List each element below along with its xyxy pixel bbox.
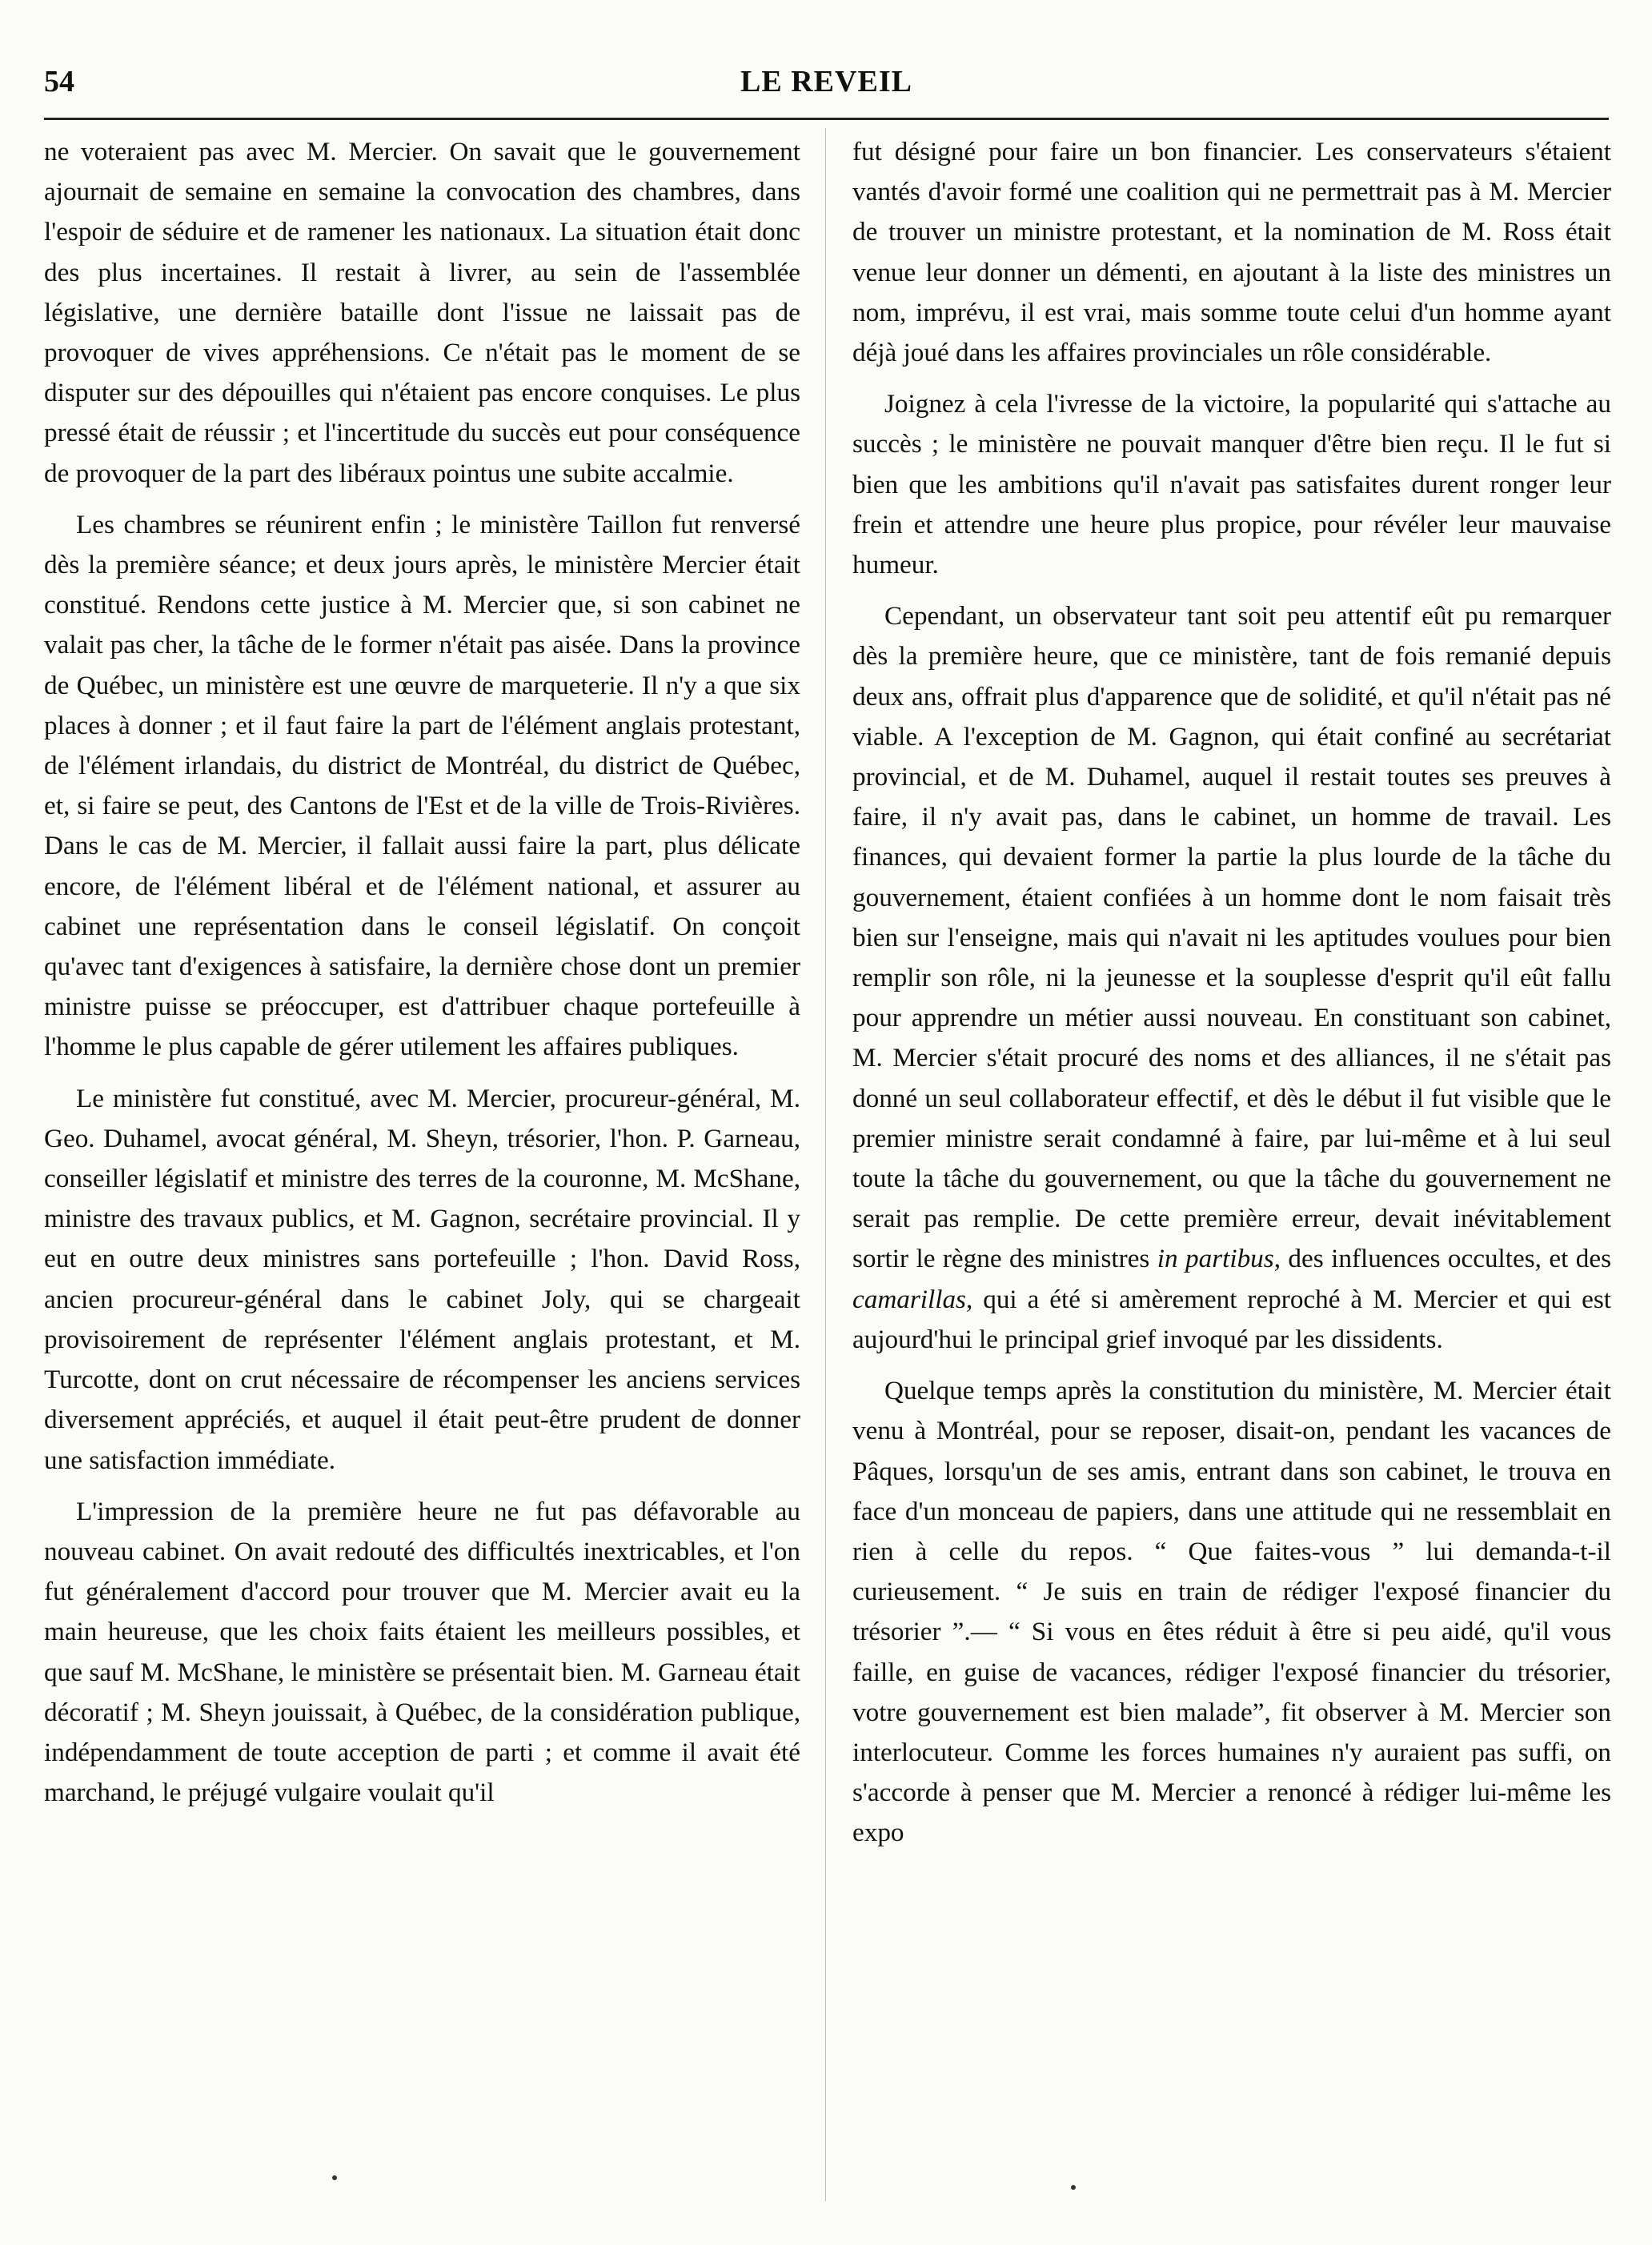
print-speck: [1071, 2185, 1076, 2190]
print-speck: [332, 2175, 337, 2180]
page-header: [44, 64, 1609, 112]
paragraph: ne voteraient pas avec M. Mercier. On savait que le gouvernement ajournait de semaine en semaine la convocation des chambres, dans l'espoir de séduire et de ramener les nationaux. La situation était donc des plus incertaines. Il restait à livrer, au sein de l'assemblée législative, une dernière bataille dont l'issue ne laissait pas de provoquer de vives appréhensions. Ce n'était pas le moment de se disputer sur des dépouilles qui n'étaient pas encore conquises. Le plus pressé était de réussir ; et l'incertitude du succès eut pour conséquence de provoquer de la part des libéraux pointus une subite accalmie.: [44, 137, 800, 488]
italic-text: camarillas: [852, 1284, 966, 1314]
paragraph: fut désigné pour faire un bon financier. Les conservateurs s'étaient vantés d'avoir formé une coalition qui ne permettrait pas à M. Mercier de trouver un ministre protestant, et la nomination de M. Ross était venue leur donner un démenti, en ajoutant à la liste des ministres un nom, imprévu, il est vrai, mais somme toute celui d'un homme ayant déjà joué dans les affaires provinciales un rôle considérable.: [852, 137, 1611, 368]
column-divider: [825, 128, 826, 2201]
paragraph: Les chambres se réunirent enfin ; le ministère Taillon fut renversé dès la première séance; et deux jours après, le ministère Mercier était constitué. Rendons cette justice à M. Mercier que, si son cabinet ne valait pas cher, la tâche de le former n'était pas aisée. Dans la province de Québec, un ministère est une œuvre de marqueterie. Il n'y a que six places à donner ; et il faut faire la part de l'élément anglais protestant, de l'élément irlandais, du district de Montréal, du district de Québec, et, si faire se peut, des Cantons de l'Est et de la ville de Trois-Rivières. Dans le cas de M. Mercier, il fallait aussi faire la part, plus délicate encore, de l'élément libéral et de l'élément national, et assurer au cabinet une représentation dans le conseil législatif. On conçoit qu'avec tant d'exigences à satisfaire, la dernière chose dont un premier ministre puisse se préoccuper, est d'attribuer chaque portefeuille à l'homme le plus capable de gérer utilement les affaires publiques.: [44, 509, 800, 1062]
paragraph: [852, 596, 1611, 1360]
text-run: Cependant, un observateur tant soit peu attentif eût pu remarquer dès la première heure, que ce ministère, tant de fois remanié depuis deux ans, offrait plus d'apparence que de solidité, et qu'il n'était pas né viable. A l'exception de M. Gagnon, qui était confiné au secrétariat provincial, et de M. Duhamel, auquel il restait toutes ses preuves à faire, il n'y avait pas, dans le cabinet, un homme de travail. Les finances, qui devaient former la partie la plus lourde de la tâche du gouvernement, étaient confiées à un homme dont le nom faisait très bien sur l'enseigne, mais qui n'avait ni les aptitudes voulues pour bien remplir son rôle, ni la jeunesse et la souplesse d'esprit qu'il eût fallu pour apprendre un métier aussi nouveau. En constituant son cabinet, M. Mercier s'était procuré des noms et des alliances, il ne s'était pas donné un seul collaborateur effectif, et dès le début il fut visible que le premier ministre serait condamné à faire, par lui-même et à lui seul toute la tâche du gouvernement, ou que la tâche du gouvernement ne serait pas remplie. De cette première erreur, devait inévitablement sortir le règne des ministres: [852, 601, 1611, 1274]
left-column: [44, 132, 800, 1824]
right-column: [852, 132, 1611, 1865]
paragraph: Joignez à cela l'ivresse de la victoire, la popularité qui s'attache au succès ; le ministère ne pouvait manquer d'être bien reçu. Il le fut si bien que les ambitions qu'il n'avait pas satisfaites durent ronger leur frein et attendre une heure plus propice, pour révéler leur mauvaise humeur.: [852, 389, 1611, 580]
page-number: 54: [44, 65, 74, 98]
header-rule: [44, 118, 1609, 120]
running-title: LE REVEIL: [740, 65, 912, 98]
text-run: , des influences occultes, et des: [1273, 1244, 1611, 1274]
italic-text: in partibus: [1157, 1244, 1274, 1274]
paragraph: Quelque temps après la constitution du ministère, M. Mercier était venu à Montréal, pour se reposer, disait-on, pendant les vacances de Pâques, lorsqu'un de ses amis, entrant dans son cabinet, le trouva en face d'un monceau de papiers, dans une attitude qui ne ressemblait en rien à celle du repos. “ Que faites-vous ” lui demanda-t-il curieusement. “ Je suis en train de rédiger l'exposé financier du trésorier ”.— “ Si vous en êtes réduit à être si peu aidé, qu'il vous faille, en guise de vacances, rédiger l'exposé financier du trésorier, votre gouvernement est bien malade”, fit observer à M. Mercier son interlocuteur. Comme les forces humaines n'y auraient pas suffi, on s'accorde à penser que M. Mercier a renoncé à rédiger lui-même les expo: [852, 1376, 1611, 1848]
text-run: , qui a été si amèrement reproché à M. Mercier et qui est aujourd'hui le principal grief invoqué par les dissidents.: [852, 1284, 1611, 1354]
paragraph: Le ministère fut constitué, avec M. Mercier, procureur-général, M. Geo. Duhamel, avocat général, M. Sheyn, trésorier, l'hon. P. Garneau, conseiller législatif et ministre des terres de la couronne, M. McShane, ministre des travaux publics, et M. Gagnon, secrétaire provincial. Il y eut en outre deux ministres sans portefeuille ; l'hon. David Ross, ancien procureur-général dans le cabinet Joly, qui se chargeait provisoirement de représenter l'élément anglais protestant, et M. Turcotte, dont on crut nécessaire de récompenser les anciens services diversement appréciés, et auquel il était peut-être prudent de donner une satisfaction immédiate.: [44, 1083, 800, 1475]
paragraph: L'impression de la première heure ne fut pas défavorable au nouveau cabinet. On avait redouté des difficultés inextricables, et l'on fut généralement d'accord pour trouver que M. Mercier avait eu la main heureuse, que les choix faits étaient les meilleurs possibles, et que sauf M. McShane, le ministère se présentait bien. M. Garneau était décoratif ; M. Sheyn jouissait, à Québec, de la considération publique, indépendamment de toute acception de parti ; et comme il avait été marchand, le préjugé vulgaire voulait qu'il: [44, 1496, 800, 1808]
